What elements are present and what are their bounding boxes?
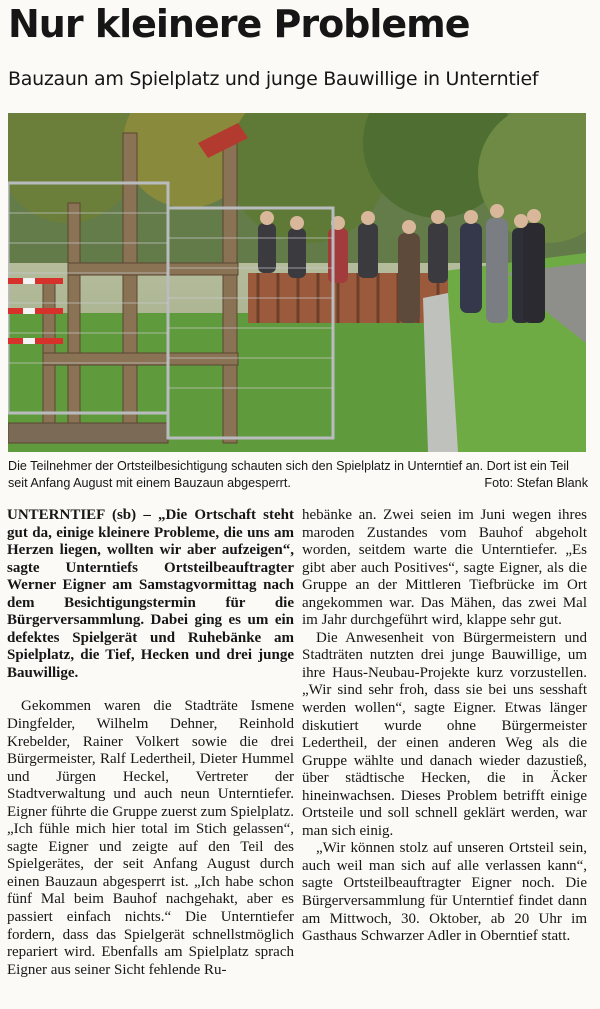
photo-credit: Foto: Stefan Blank — [484, 476, 588, 490]
caption-text: Die Teilnehmer der Ortsteilbesichtigung schauten sich den Spielplatz in Unterntief an. Dort ist ein Teil seit Anfang August mit einem Bauzaun abgesperrt. — [8, 459, 569, 490]
lead-paragraph — [7, 507, 294, 682]
dateline: UNTERNTIEF (sb) – — [7, 507, 151, 523]
headline: Nur kleinere Probleme — [8, 2, 470, 46]
body-paragraph-1: Gekommen waren die Stadträte Ismene Dingfelder, Wilhelm Dehner, Reinhold Krebelder, Rainer Volkert sowie die drei Bürgermeister, Ralf Ledertheil, Dieter Hummel und Jürgen Heckel, Vertreter der Stadtverwaltung und auch neun Unterntiefer. Eigner führte die Gruppe zuerst zum Spielplatz. „Ich fühle mich hier total im Stich gelassen“, sagte Eigner und zeigte auf den Teil des Spielgerätes, der seit Anfang August durch einen Bauzaun abgesperrt ist. „Ich habe schon fünf Mal beim Bauhof nachgehakt, aber es passiert einfach nichts.“ Die Unterntiefer fordern, dass das Spielgerät schnellstmöglich repariert wird. Ebenfalls am Spielplatz sprach Eigner aus seiner Sicht fehlende Ru- — [7, 698, 294, 978]
subheadline: Bauzaun am Spielplatz und junge Bauwillige in Unterntief — [8, 68, 539, 90]
photo-caption — [8, 458, 588, 492]
lead-text: „Die Ortschaft steht gut da, einige kleinere Probleme, die uns am Herzen liegen, wollten wir aber aufzeigen“, sagte Unterntiefs Ortsteilbeauftragter Werner Eigner am Samstagvormittag nach dem Besichtigungstermin für die Bürgerversammlung. Dabei ging es um ein defektes Spielgerät und Ruhebänke am Spielplatz, die Tief, Hecken und drei junge Bauwillige. — [7, 507, 294, 681]
body-paragraph-2: Die Anwesenheit von Bürgermeistern und Stadträten nutzten drei junge Bauwillige, um ihre Haus-Neubau-Projekte kurz vorzustellen. „Wir sind sehr froh, dass sie bei uns sesshaft werden wollen“, sagte Eigner. Etwas länger diskutiert wurde ohne Bürgermeister Ledertheil, der einen anderen Weg als die Gruppe wählte und danach wieder dazustieß, über städtische Hecken, die in Äcker hineinwachsen. Dieses Problem betrifft einige Ortsteile und soll schnell geklärt werden, war man sich einig. — [302, 629, 587, 839]
article-column-right — [302, 507, 587, 946]
body-paragraph-1-continued: hebänke an. Zwei seien im Juni wegen ihres maroden Zustandes vom Bauhof abgeholt worden, seitdem warte die Unterntiefer. „Es gibt aber auch Positives“, sagte Eigner, als die Gruppe an der Mittleren Tiefbrücke im Ort angekommen war. Das Mähen, das zwei Mal im Jahr durchgeführt wird, klappe sehr gut. — [302, 507, 587, 629]
article-photo — [8, 113, 586, 452]
body-paragraph-3: „Wir können stolz auf unseren Ortsteil sein, auch weil man sich auf alle verlassen kann“, sagte Ortsteilbeauftragter Eigner noch. Die Bürgerversammlung für Unterntief findet dann am Mittwoch, 30. Oktober, ab 20 Uhr im Gasthaus Schwarzer Adler in Oberntief statt. — [302, 840, 587, 945]
playground-photo-illustration — [8, 113, 586, 452]
article-column-left — [7, 507, 294, 979]
